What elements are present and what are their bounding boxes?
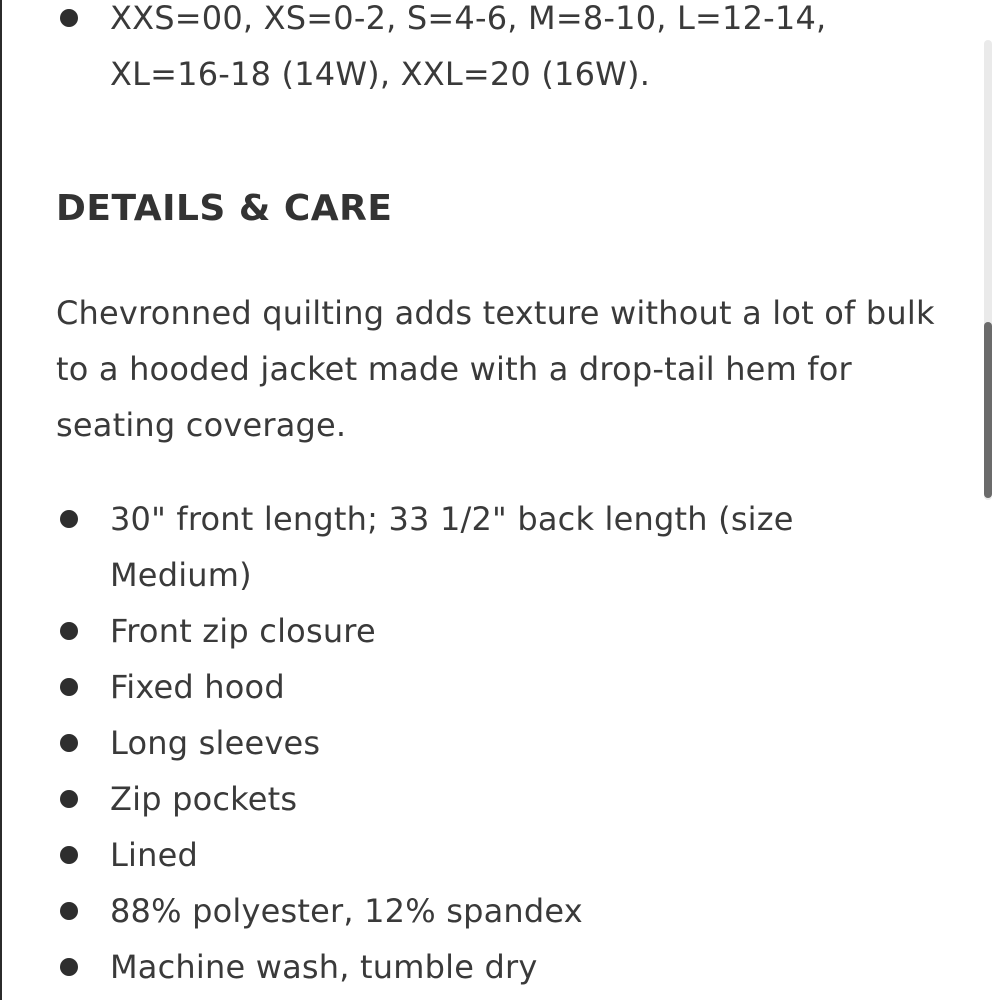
list-item	[56, 603, 936, 659]
bullet-icon	[60, 510, 78, 528]
list-item	[56, 0, 936, 102]
bullet-icon	[60, 958, 78, 976]
feature-text: Fixed hood	[110, 668, 285, 706]
feature-text: Long sleeves	[110, 724, 321, 762]
list-item	[56, 939, 936, 995]
bullet-icon	[60, 9, 78, 27]
scrollbar[interactable]	[984, 40, 992, 500]
bullet-icon	[60, 790, 78, 808]
bullet-icon	[60, 846, 78, 864]
section-title: DETAILS & CARE	[56, 188, 393, 229]
size-guide-text: XXS=00, XS=0-2, S=4-6, M=8-10, L=12-14, XL=16-18 (14W), XXL=20 (16W).	[110, 0, 827, 93]
size-guide-list	[56, 0, 936, 102]
bullet-icon	[60, 734, 78, 752]
scrollbar-thumb[interactable]	[984, 322, 992, 498]
list-item	[56, 771, 936, 827]
bullet-icon	[60, 678, 78, 696]
feature-text: Lined	[110, 836, 198, 874]
feature-text: Machine wash, tumble dry	[110, 948, 538, 986]
list-item	[56, 659, 936, 715]
bullet-icon	[60, 622, 78, 640]
feature-text: 88% polyester, 12% spandex	[110, 892, 583, 930]
feature-text: 30" front length; 33 1/2" back length (size Medium)	[110, 500, 794, 594]
list-item	[56, 883, 936, 939]
list-item	[56, 827, 936, 883]
feature-text: Front zip closure	[110, 612, 376, 650]
list-item	[56, 491, 936, 603]
list-item	[56, 715, 936, 771]
feature-list	[56, 491, 936, 995]
bullet-icon	[60, 902, 78, 920]
product-description: Chevronned quilting adds texture without a lot of bulk to a hooded jacket made with a drop-tail hem for seating coverage.	[56, 294, 935, 444]
left-border-line	[0, 0, 2, 1000]
feature-text: Zip pockets	[110, 780, 298, 818]
